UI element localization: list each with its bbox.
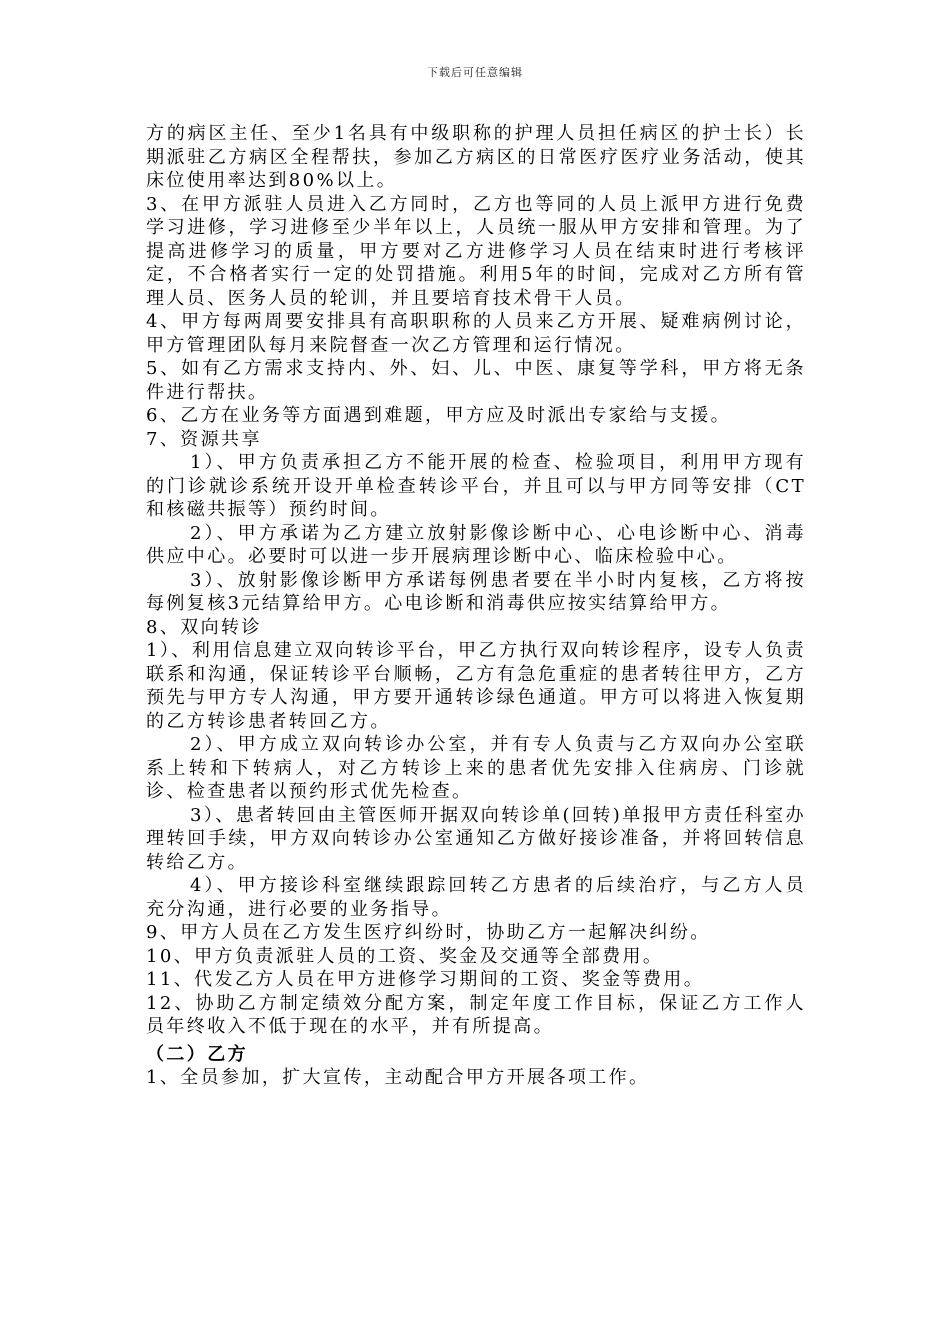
- paragraph: 3）、患者转回由主管医师开据双向转诊单(回转)单报甲方责任科室办理转回手续，甲方双向转诊办公室通知乙方做好接诊准备，并将回转信息转给乙方。: [146, 804, 806, 873]
- paragraph: 3、在甲方派驻人员进入乙方同时，乙方也等同的人员上派甲方进行免费学习进修，学习进修至少半年以上，人员统一服从甲方安排和管理。为了提高进修学习的质量，甲方要对乙方进修学习人员在结束时进行考核评定，不合格者实行一定的处罚措施。利用5年的时间，完成对乙方所有管理人员、医务人员的轮训，并且要培育技术骨干人员。: [146, 193, 806, 309]
- paragraph: 11、代发乙方人员在甲方进修学习期间的工资、奖金等费用。: [146, 969, 705, 990]
- paragraph: 方的病区主任、至少1名具有中级职称的护理人员担任病区的护士长）长期派驻乙方病区全程帮扶，参加乙方病区的日常医疗医疗业务活动，使其床位使用率达到80%以上。: [146, 123, 806, 191]
- paragraph: 2）、甲方承诺为乙方建立放射影像诊断中心、心电诊断中心、消毒供应中心。必要时可以进一步开展病理诊断中心、临床检验中心。: [146, 522, 806, 567]
- paragraph: 9、甲方人员在乙方发生医疗纠纷时，协助乙方一起解决纠纷。: [146, 922, 711, 943]
- paragraph: 3）、放射影像诊断甲方承诺每例患者要在半小时内复核，乙方将按每例复核3元结算给甲方。心电诊断和消毒供应按实结算给甲方。: [146, 569, 806, 614]
- paragraph: 4）、甲方接诊科室继续跟踪回转乙方患者的后续治疗，与乙方人员充分沟通，进行必要的业务指导。: [146, 875, 806, 920]
- paragraph: 4、甲方每两周要安排具有高职职称的人员来乙方开展、疑难病例讨论，甲方管理团队每月来院督查一次乙方管理和运行情况。: [146, 311, 806, 356]
- paragraph: 1）、甲方负责承担乙方不能开展的检查、检验项目，利用甲方现有的门诊就诊系统开设开单检查转诊平台，并且可以与甲方同等安排（CT和核磁共振等）预约时间。: [146, 452, 806, 520]
- paragraph: 2）、甲方成立双向转诊办公室，并有专人负责与乙方双向办公室联系上转和下转病人，对乙方转诊上来的患者优先安排入住病房、门诊就诊、检查患者以预约形式优先检查。: [146, 734, 806, 802]
- section-item-heading: 8、双向转诊: [146, 616, 262, 638]
- paragraph: 10、甲方负责派驻人员的工资、奖金及交通等全部费用。: [146, 945, 664, 967]
- document-body: [146, 122, 806, 1090]
- paragraph: 6、乙方在业务等方面遇到难题，甲方应及时派出专家给与支援。: [146, 405, 732, 426]
- page-header: 下载后可任意编辑: [427, 66, 523, 79]
- paragraph: 5、如有乙方需求支持内、外、妇、儿、中医、康复等学科，甲方将无条件进行帮扶。: [146, 358, 806, 403]
- paragraph: 1）、利用信息建立双向转诊平台，甲乙方执行双向转诊程序，设专人负责联系和沟通，保证转诊平台顺畅，乙方有急危重症的患者转往甲方，乙方预先与甲方专人沟通，甲方要开通转诊绿色通道。甲方可以将进入恢复期的乙方转诊患者转回乙方。: [146, 640, 806, 732]
- paragraph: 12、协助乙方制定绩效分配方案，制定年度工作目标，保证乙方工作人员年终收入不低于现在的水平，并有所提高。: [146, 992, 806, 1037]
- paragraph: 1、全员参加，扩大宣传，主动配合甲方开展各项工作。: [146, 1067, 650, 1088]
- section-item-heading: 7、资源共享: [146, 428, 262, 450]
- section-heading: （二）乙方: [146, 1043, 248, 1065]
